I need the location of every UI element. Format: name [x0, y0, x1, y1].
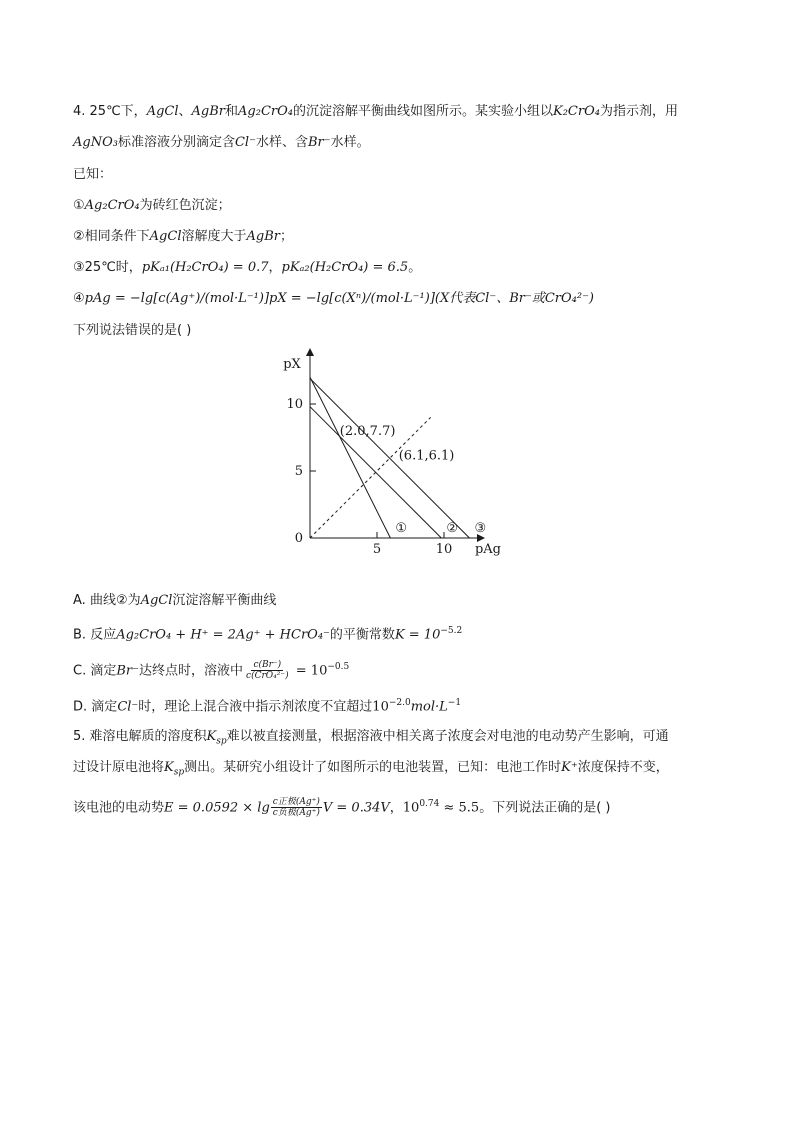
chart-axes [310, 352, 481, 538]
option-a[interactable] [73, 592, 276, 610]
formula-ksp: K [206, 729, 217, 744]
known-text: ； [280, 229, 294, 244]
option-text: 曲线②为 [89, 593, 141, 608]
point-annotation: (6.1,6.1) [398, 448, 455, 464]
q5-line1 [73, 728, 669, 751]
formula: 10 [402, 800, 420, 816]
option-text: 达终点时，溶液中 [139, 663, 244, 679]
sep: 、 [178, 104, 192, 119]
option-text: 滴定 [91, 699, 118, 715]
option-letter: B. [73, 627, 87, 643]
chart-labels [283, 357, 501, 557]
option-d[interactable] [73, 694, 461, 716]
formula-ag2cro4: Ag₂CrO₄ [238, 104, 293, 119]
exponent: 0.74 [419, 799, 440, 809]
formula-agcl: AgCl [146, 104, 179, 119]
circle-number: ① [73, 198, 85, 213]
formula: Br⁻ [116, 663, 140, 679]
exponent: −5.2 [440, 626, 463, 636]
series-label: ③ [474, 521, 487, 536]
formula-cl: Cl⁻ [234, 135, 256, 150]
exponent: −0.5 [327, 662, 350, 672]
x-tick-label: 5 [372, 542, 382, 557]
known-item-1 [73, 197, 231, 215]
option-text: 的平衡常数 [329, 627, 395, 643]
known-item-2 [73, 228, 293, 246]
unit: mol·L [410, 699, 448, 715]
option-text: 时，理论上混合液中指示剂浓度不宜超过 [138, 699, 373, 715]
formula: 10 [372, 699, 389, 715]
known-label: 已知： [73, 167, 113, 182]
q5-text: 该电池的电动势 [73, 800, 165, 816]
x-tick-label: 10 [435, 542, 453, 557]
circle-number: ④ [73, 291, 85, 306]
formula: AgBr [246, 229, 280, 244]
formula-agbr: AgBr [191, 104, 226, 119]
q5-text: 5. 难溶电解质的溶度积 [73, 729, 207, 744]
option-c[interactable] [73, 658, 349, 681]
formula-ksp: K [164, 760, 174, 775]
q5-text: 。下列说法正确的是( ) [479, 800, 611, 816]
formula: Ag₂CrO₄ + H⁺ = 2Ag⁺ + HCrO₄⁻ [116, 627, 330, 643]
and-text: 和 [225, 104, 239, 119]
point-annotation: (2.0,7.7) [339, 423, 396, 439]
exponent: −1 [447, 698, 462, 708]
q4-stem-line2 [73, 134, 370, 152]
q4-stem-text: 水样。 [330, 135, 370, 150]
q4-stem-text: 水样、含 [255, 135, 308, 150]
fraction-numerator: c正极(Ag⁺) [272, 797, 320, 808]
option-letter: D. [73, 699, 88, 715]
fraction-numerator: c(Br⁻) [253, 660, 282, 671]
known-text: 溶解度大于 [181, 229, 247, 244]
q5-text: 难以被直接测量，根据溶液中相关离子浓度会对电池的电动势产生影响，可通 [226, 729, 669, 744]
circle-number: ② [73, 229, 85, 244]
option-text: 滴定 [90, 663, 117, 679]
formula: pAg = −lg[c(Ag⁺)/(mol·L⁻¹)]pX = −lg[c(Xⁿ)/(mol·L⁻¹)](X代表Cl⁻、Br⁻或CrO₄²⁻) [84, 291, 594, 306]
formula-k2cro4: K₂CrO₄ [553, 104, 600, 119]
formula: Cl⁻ [117, 699, 139, 715]
fraction [271, 797, 322, 818]
q5-line3 [73, 795, 611, 818]
formula: ≈ 5.5 [439, 800, 480, 816]
fraction-denominator: c负极(Ag⁺) [272, 808, 320, 819]
known-text: 25℃时， [84, 260, 142, 275]
exponent: −2.0 [388, 698, 411, 708]
formula: pKₐ₂(H₂CrO₄) = 6.5 [281, 260, 409, 275]
formula: E = 0.0592 × lg [164, 800, 270, 816]
q5-text: 测出。某研究小组设计了如图所示的电池装置，已知：电池工作时 [184, 760, 562, 775]
fraction [244, 660, 291, 681]
y-axis-label: pX [283, 357, 301, 372]
q5-line2 [73, 759, 669, 782]
known-item-4 [73, 290, 594, 308]
q5-text: 浓度保持不变， [577, 760, 669, 775]
q5-text: 过设计原电池将 [73, 760, 165, 775]
formula-k: K⁺ [561, 760, 578, 775]
option-letter: C. [73, 663, 87, 679]
q4-stem-text: 为指示剂，用 [599, 104, 678, 119]
formula: = 10 [291, 663, 328, 679]
q4-stem-text: 标准溶液分别滴定含 [117, 135, 235, 150]
fraction-denominator: c(CrO₄²⁻) [246, 671, 289, 682]
circle-number: ③ [73, 260, 85, 275]
formula: AgCl [149, 229, 182, 244]
precipitation-chart [276, 342, 516, 557]
formula: V = 0.34V [322, 800, 390, 816]
option-text: 反应 [90, 627, 117, 643]
series-label: ② [446, 521, 458, 536]
series-label: ① [395, 521, 408, 536]
known-text: 。 [408, 260, 422, 275]
q4-stem-line1 [73, 103, 678, 121]
option-b[interactable] [73, 622, 462, 644]
formula: pKₐ₁(H₂CrO₄) = 0.7 [141, 260, 269, 275]
known-text: 为砖红色沉淀； [139, 198, 231, 213]
x-axis-label: pAg [474, 542, 502, 557]
y-tick-label: 10 [286, 397, 303, 412]
formula: AgCl [140, 593, 173, 608]
sep: ， [389, 800, 403, 816]
option-letter: A. [73, 593, 86, 608]
series-line [310, 377, 390, 538]
known-item-3 [73, 259, 421, 277]
known-text: 相同条件下 [84, 229, 150, 244]
formula: K = 10 [394, 627, 441, 643]
q4-stem-text: 4. 25℃下， [73, 104, 147, 119]
subscript: sp [216, 736, 227, 747]
y-tick-label: 5 [294, 464, 303, 479]
option-text: 沉淀溶解平衡曲线 [172, 593, 277, 608]
formula-br: Br⁻ [307, 135, 331, 150]
formula: Ag₂CrO₄ [84, 198, 140, 213]
sep: ， [268, 260, 282, 275]
formula-agno3: AgNO₃ [73, 135, 118, 150]
q4-stem-text: 的沉淀溶解平衡曲线如图所示。某实验小组以 [292, 104, 553, 119]
y-tick-label: 0 [294, 531, 303, 546]
subscript: sp [173, 767, 185, 778]
question-prompt: 下列说法错误的是( ) [73, 323, 192, 338]
